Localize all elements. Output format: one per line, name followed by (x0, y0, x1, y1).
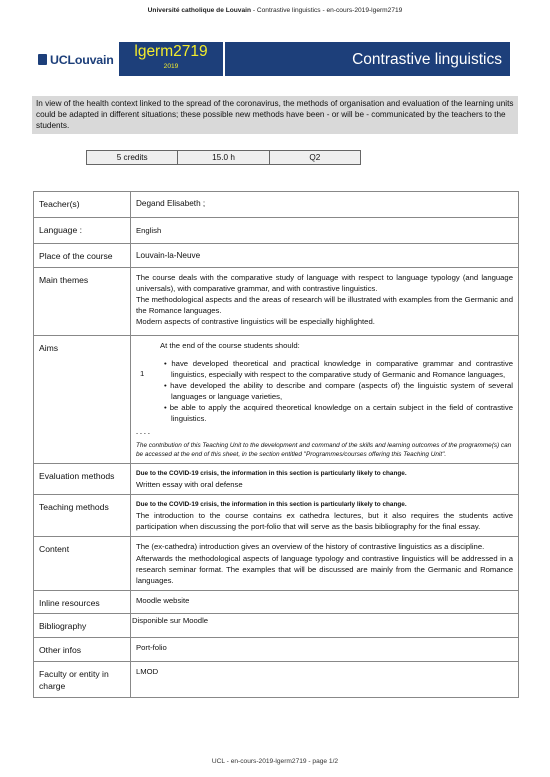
themes-p3: Modern aspects of contrastive linguistics will be especially highlighted. (136, 317, 375, 326)
aims-separator: - - - - (136, 430, 150, 437)
row-faculty (34, 662, 519, 698)
credits-value: 5 credits (87, 151, 178, 164)
label-place: Place of the course (34, 244, 131, 268)
row-place (34, 244, 519, 268)
course-code: lgerm2719 (134, 43, 208, 60)
university-name: Université catholique de Louvain (147, 7, 251, 14)
value-teaching (131, 495, 519, 537)
header-course-ref: - Contrastive linguistics - en-cours-2019-lgerm2719 (250, 7, 403, 14)
teaching-text: The introduction to the course contains ex cathedra lectures, but it also requires the students active participation when discussing the port-folio that will serve as the basis bibliography for the final essay. (136, 511, 513, 531)
row-teachers (34, 192, 519, 218)
logo-square-icon (38, 54, 47, 65)
row-aims (34, 336, 519, 464)
course-info-table (33, 191, 519, 698)
label-language: Language : (34, 218, 131, 244)
value-other: Port-folio (131, 638, 519, 662)
label-faculty: Faculty or entity in charge (34, 662, 131, 698)
aims-number: 1 (140, 369, 145, 378)
row-bibliography (34, 614, 519, 638)
content-p1: The (ex-cathedra) introduction gives an overview of the history of contrastive linguistics as a discipline. (136, 542, 485, 551)
label-resources: Inline resources (34, 591, 131, 614)
covid-notice: In view of the health context linked to the spread of the coronavirus, the methods of organisation and evaluation of the learning units could be adapted in different situations; these possible new methods have been - or will be - communicated by the teachers to the students. (32, 96, 518, 134)
evaluation-text: Written essay with oral defense (136, 480, 243, 489)
value-aims (131, 336, 519, 464)
label-themes: Main themes (34, 268, 131, 336)
value-language: English (131, 218, 519, 244)
teaching-covid-warning: Due to the COVID-19 crisis, the information in this section is particularly likely to change. (136, 501, 407, 508)
logo-text: UCLouvain (50, 53, 114, 67)
uclouvain-logo (38, 46, 118, 72)
content-p2: Afterwards the methodological aspects of language typology and contrastive linguistics will be addressed in a research seminar format. The examples that will be discussed are mainly from the Germanic and Romance languages. (136, 554, 513, 585)
course-title: Contrastive linguistics (352, 51, 502, 68)
value-content (131, 537, 519, 591)
value-evaluation (131, 464, 519, 495)
course-header (38, 42, 510, 76)
value-resources: Moodle website (131, 591, 519, 614)
value-teachers: Degand Elisabeth ; (131, 192, 519, 218)
themes-p2: The methodological aspects and the areas of research will be illustrated with examples from the Germanic and the Romance languages. (136, 295, 513, 315)
themes-p1: The course deals with the comparative study of language with respect to language typology (and language universals), with comparative grammar, and with contrastive linguistics. (136, 273, 513, 293)
label-bibliography: Bibliography (34, 614, 131, 638)
label-teachers: Teacher(s) (34, 192, 131, 218)
value-bibliography: Disponible sur Moodle (131, 614, 519, 638)
credits-bar (86, 150, 361, 165)
row-other (34, 638, 519, 662)
row-teaching (34, 495, 519, 537)
value-place: Louvain-la-Neuve (131, 244, 519, 268)
aims-contribution-note: The contribution of this Teaching Unit to the development and command of the skills and learning outcomes of the programme(s) can be accessed at the end of this sheet, in the section entitled "Programmes/courses offering this Teaching Unit". (136, 442, 512, 458)
row-language (34, 218, 519, 244)
label-content: Content (34, 537, 131, 591)
label-other: Other infos (34, 638, 131, 662)
value-themes (131, 268, 519, 336)
aims-item: • be able to apply the acquired theoretical knowledge on a certain subject in the field of contrastive linguistics. (164, 403, 513, 423)
quarter-value: Q2 (309, 153, 321, 162)
row-evaluation (34, 464, 519, 495)
course-title-box (225, 42, 510, 76)
row-resources (34, 591, 519, 614)
label-teaching: Teaching methods (34, 495, 131, 537)
aims-intro: At the end of the course students should: (160, 341, 300, 350)
aims-item: • have developed the ability to describe and compare (aspects of) the linguistic system of several languages or language varieties, (164, 381, 513, 401)
page-footer: UCL - en-cours-2019-lgerm2719 - page 1/2 (211, 758, 339, 765)
hours-value: 15.0 h (178, 151, 269, 164)
row-content (34, 537, 519, 591)
label-evaluation: Evaluation methods (34, 464, 131, 495)
aims-item: • have developed theoretical and practical knowledge in comparative grammar and contrastive linguistics, especially with respect to the comparative study of Germanic and Romance languages, (164, 359, 513, 379)
value-faculty: LMOD (131, 662, 519, 698)
page-header-line (0, 7, 550, 14)
evaluation-covid-warning: Due to the COVID-19 crisis, the information in this section is particularly likely to change. (136, 470, 407, 477)
course-code-box (119, 42, 223, 76)
row-themes (34, 268, 519, 336)
academic-year: 2019 (163, 63, 179, 70)
label-aims: Aims (34, 336, 131, 464)
aims-list (154, 358, 513, 424)
